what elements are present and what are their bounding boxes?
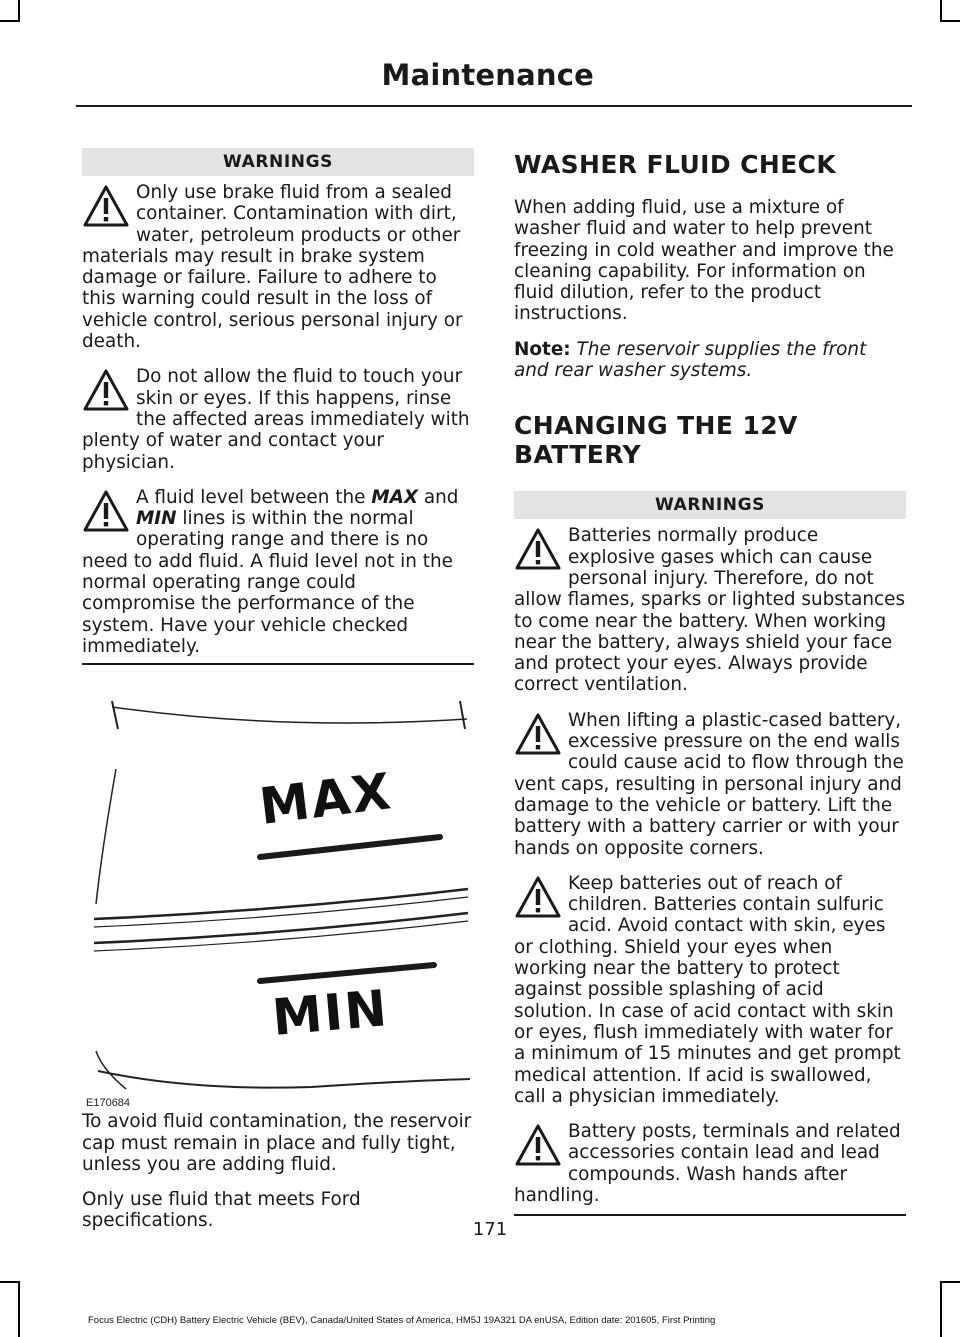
page-number: 171	[472, 1219, 508, 1240]
figure-id: E170684	[86, 1097, 131, 1110]
warning-item	[514, 1121, 906, 1206]
warning-item	[82, 487, 474, 657]
warning-text: Battery posts, terminals and related accessories contain lead and lead compounds. Wash hands after handling.	[514, 1121, 901, 1206]
note-text: The reservoir supplies the front and rear washer systems.	[514, 338, 867, 382]
reservoir-illustration	[82, 679, 474, 1111]
warning-text: Do not allow the fluid to touch your skin or eyes. If this happens, rinse the affected areas immediately with plenty of water and contact your physician.	[82, 366, 470, 473]
paragraph: To avoid fluid contamination, the reservoir cap must remain in place and fully tight, unless you are adding fluid.	[82, 1111, 472, 1175]
crop-mark	[940, 0, 942, 20]
footer-edition: Focus Electric (CDH) Battery Electric Vehicle (BEV), Canada/United States of America, HM5J 19A321 DA enUSA, Edition date: 201605, First Printing	[88, 1315, 716, 1326]
warning-text-pre: A fluid level between the	[136, 486, 372, 508]
warning-triangle-icon	[514, 712, 562, 756]
warning-item	[82, 182, 474, 352]
warning-item	[514, 710, 906, 859]
warning-triangle-icon	[514, 527, 562, 571]
warning-item	[514, 873, 906, 1107]
warning-text: Keep batteries out of reach of children. Batteries contain sulfuric acid. Avoid contact with skin, eyes or clothing. Shield your eyes when working near the battery to protect against possible splashing of acid solution. In case of acid contact with skin or eyes, flush immediately with water for a minimum of 15 minutes and get prompt medical attention. If acid is swallowed, call a physician immediately.	[514, 872, 901, 1107]
warning-triangle-icon	[514, 1123, 562, 1167]
crop-mark	[0, 20, 20, 22]
warning-triangle-icon	[82, 184, 130, 228]
warnings-end-rule	[514, 1214, 906, 1216]
crop-mark	[940, 1281, 942, 1337]
warning-text-mid: and	[418, 486, 459, 508]
washer-paragraph: When adding fluid, use a mixture of washer fluid and water to help prevent freezing in cold weather and improve the cleaning capability. For information on fluid dilution, refer to the product instructions.	[514, 197, 894, 325]
warning-text: Batteries normally produce explosive gases which can cause personal injury. Therefore, do not allow flames, sparks or lighted substances to come near the battery. When working near the battery, always shield your face and protect your eyes. Always provide correct ventilation.	[514, 525, 906, 696]
warning-item	[514, 525, 906, 695]
warning-triangle-icon	[82, 489, 130, 533]
left-column	[82, 148, 474, 1246]
crop-mark	[18, 1281, 20, 1337]
warning-triangle-icon	[82, 368, 130, 412]
max-keyword: MAX	[371, 486, 418, 508]
warnings-heading: WARNINGS	[514, 491, 906, 519]
min-keyword: MIN	[136, 508, 177, 530]
right-column	[514, 148, 906, 1216]
crop-mark	[940, 1281, 960, 1283]
header-rule	[76, 105, 912, 107]
page-title: Maintenance	[381, 58, 594, 92]
min-label: MIN	[269, 979, 391, 1048]
warning-item	[82, 366, 474, 472]
section-title-washer: WASHER FLUID CHECK	[514, 150, 837, 179]
warning-text: When lifting a plastic-cased battery, excessive pressure on the end walls could cause acid to flow through the vent caps, resulting in personal injury and damage to the vehicle or battery. Lift the battery with a battery carrier or with your hands on opposite corners.	[514, 709, 904, 859]
warning-triangle-icon	[514, 875, 562, 919]
crop-mark	[940, 20, 960, 22]
warning-text: Only use brake fluid from a sealed container. Contamination with dirt, water, petroleum products or other materials may result in brake system damage or failure. Failure to adhere to this warning could result in the loss of vehicle control, serious personal injury or death.	[82, 182, 463, 353]
note	[514, 339, 906, 382]
warnings-heading: WARNINGS	[82, 148, 474, 176]
section-title-battery: CHANGING THE 12V BATTERY	[514, 411, 798, 470]
crop-mark	[18, 0, 20, 20]
paragraph: Only use fluid that meets Ford specifications.	[82, 1189, 361, 1232]
crop-mark	[0, 1281, 20, 1283]
warnings-end-rule	[82, 663, 474, 665]
warning-text-post: lines is within the normal operating range and there is no need to add fluid. A fluid level not in the normal operating range could compromise the performance of the system. Have your vehicle checked immediately.	[82, 508, 453, 657]
max-label: MAX	[256, 762, 396, 837]
note-label: Note:	[514, 338, 571, 360]
